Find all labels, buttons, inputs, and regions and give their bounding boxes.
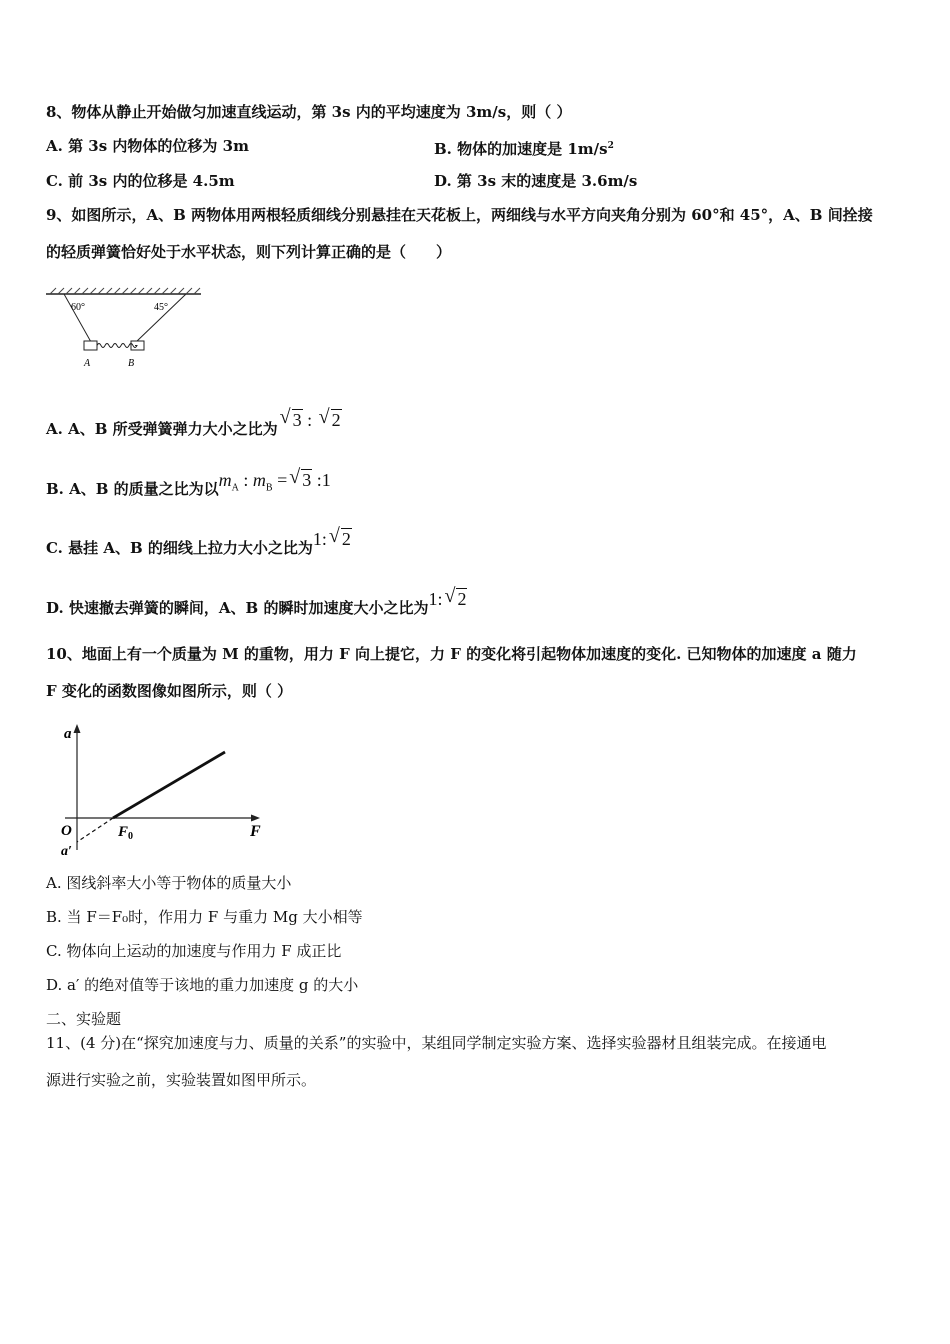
q9-option-c: C. 悬挂 A、B 的细线上拉力大小之比为1:√ 2	[46, 537, 352, 563]
label-b: B	[128, 358, 135, 369]
angle-label-60: 60°	[71, 302, 85, 313]
q8-option-a: A. 第 3s 内物体的位移为 3m	[46, 137, 249, 155]
x-axis-label: F	[250, 823, 261, 840]
angle-label-45: 45°	[154, 302, 168, 313]
graph-dashed-extension	[77, 818, 113, 842]
block-a	[84, 341, 97, 350]
y-axis-arrow	[74, 724, 81, 733]
f0-label: $F_0$	[118, 824, 134, 842]
q9-option-b: B. A、B 的质量之比为以$m_A$ : $m_B$ =√ 3 :1	[46, 478, 331, 504]
q11-line2: 源进行实验之前，实验装置如图甲所示。	[46, 1071, 317, 1089]
q11-line1: 11、(4 分)在“探究加速度与力、质量的关系”的实验中，某组同学制定实验方案、选择实验器材且组装完成。在接通电	[46, 1034, 827, 1052]
label-a: A	[84, 358, 91, 369]
x-axis-arrow	[251, 815, 260, 822]
q10-option-a: A. 图线斜率大小等于物体的质量大小	[46, 874, 292, 892]
q8-option-d: D. 第 3s 末的速度是 3.6m/s	[434, 172, 638, 190]
origin-label: O	[61, 823, 72, 839]
q9-option-d: D. 快速撤去弹簧的瞬间，A、B 的瞬时加速度大小之比为1:√ 2	[46, 597, 467, 623]
q9-option-a: A. A、B 所受弹簧弹力大小之比为√ 3 : √ 2	[46, 418, 342, 444]
q9-figure	[44, 286, 204, 372]
q10-stem-line1: 10、地面上有一个质量为 M 的重物，用力 F 向上提它，力 F 的变化将引起物体加速度的变化. 已知物体的加速度 a 随力	[46, 645, 857, 663]
q10-option-c: C. 物体向上运动的加速度与作用力 F 成正比	[46, 942, 342, 960]
q8-option-b: B. 物体的加速度是 $1m/s^2$	[434, 140, 614, 158]
q10-option-b: B. 当 F＝F₀时，作用力 F 与重力 Mg 大小相等	[46, 908, 363, 926]
q10-graph	[55, 722, 270, 862]
graph-line	[113, 752, 225, 818]
q9-stem-line2: 的轻质弹簧恰好处于水平状态，则下列计算正确的是（ ）	[46, 243, 452, 261]
q10-stem-line2: F 变化的函数图像如图所示，则（ ）	[46, 682, 293, 700]
q10-option-d: D. a′ 的绝对值等于该地的重力加速度 g 的大小	[46, 976, 359, 994]
q8-stem: 8、物体从静止开始做匀加速直线运动，第 3s 内的平均速度为 3m/s，则（ ）	[46, 103, 572, 121]
q8-option-c: C. 前 3s 内的位移是 4.5m	[46, 172, 235, 190]
ceiling-hatch	[50, 288, 200, 294]
y-axis-label: a	[64, 726, 72, 742]
a-prime-label: a′	[61, 844, 72, 859]
q9-stem-line1: 9、如图所示，A、B 两物体用两根轻质细线分别悬挂在天花板上，两细线与水平方向夹角分别为 60°和 45°，A、B 间拴接	[46, 206, 873, 224]
section-heading-experiment: 二、实验题	[46, 1010, 122, 1028]
